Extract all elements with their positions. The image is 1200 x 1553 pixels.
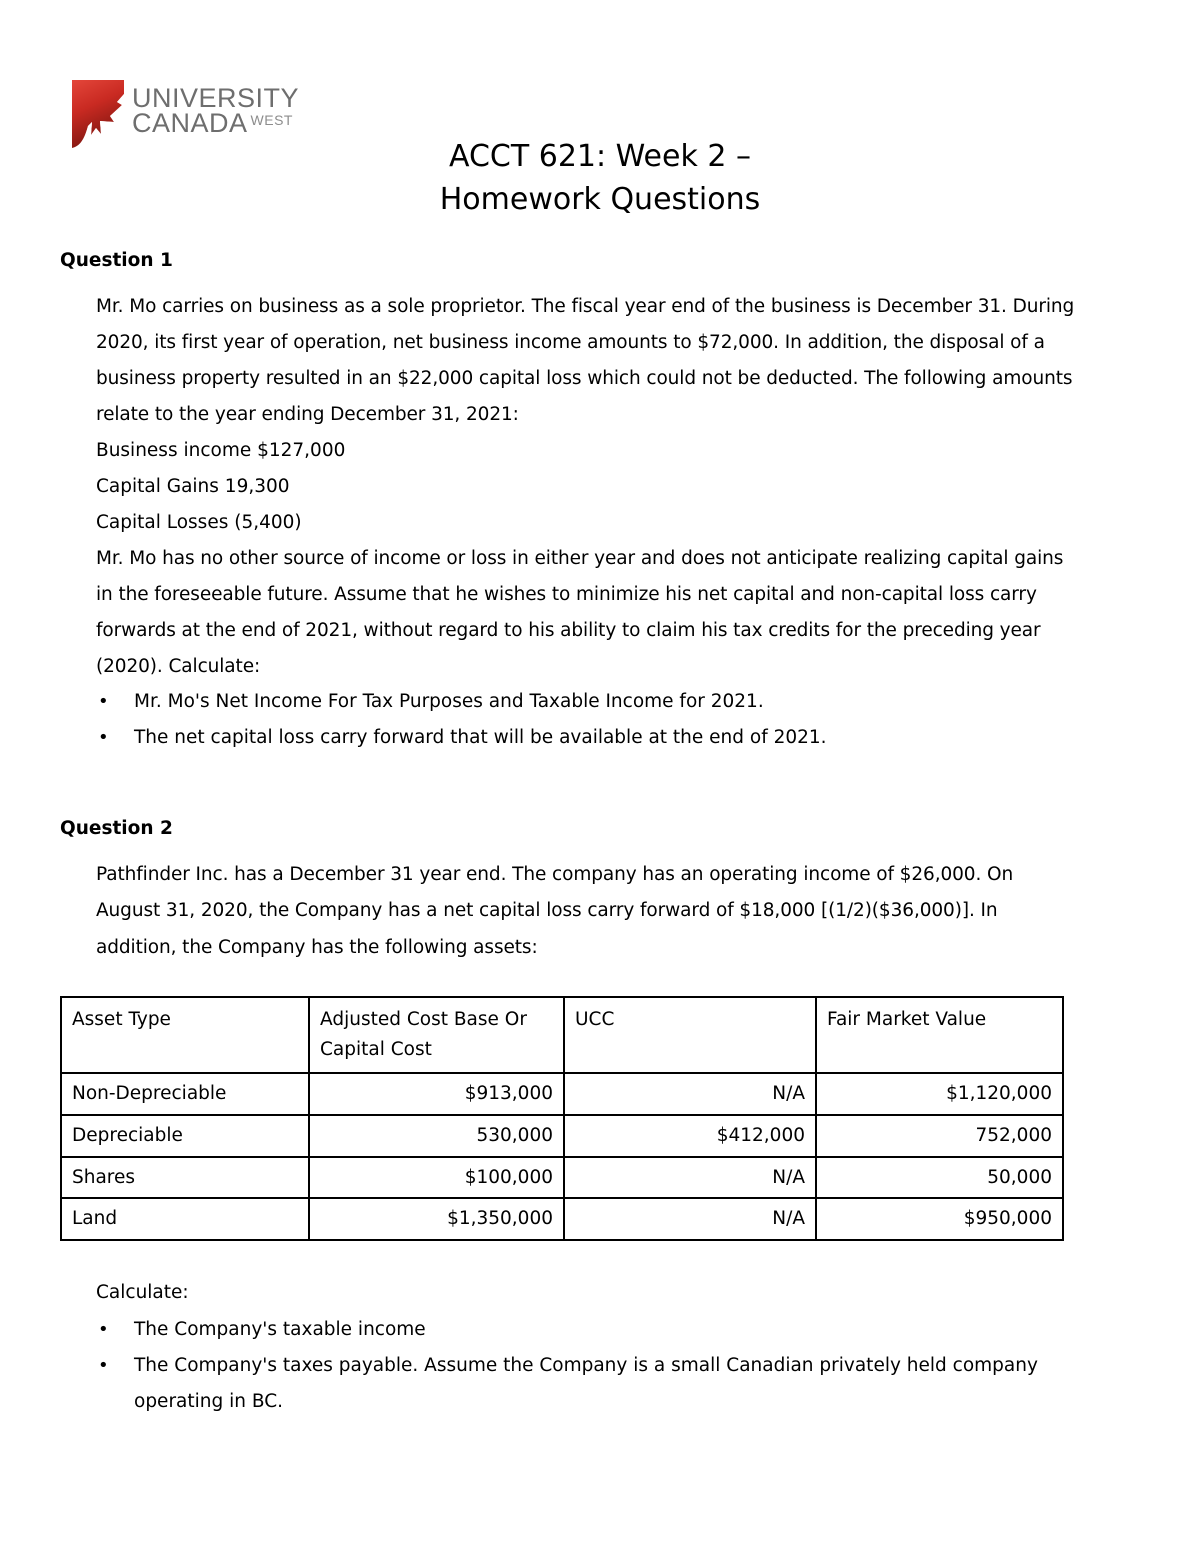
table-row [61, 1198, 1063, 1240]
question-2-calculate-block [0, 1275, 1200, 1419]
question-1-bullet-2-text: The net capital loss carry forward that will be available at the end of 2021. [134, 727, 827, 749]
logo-line-west: WEST [250, 111, 293, 128]
section-spacer [0, 756, 1200, 818]
logo-line-university: UNIVERSITY [132, 83, 300, 113]
table-row [61, 1115, 1063, 1157]
cell-asset-type: Shares [61, 1157, 309, 1199]
bullet-icon: • [98, 691, 109, 713]
page-title [330, 136, 870, 221]
question-1-amount-line-3: Capital Losses (5,400) [96, 512, 302, 534]
question-2-bullet-2-text: The Company's taxes payable. Assume the Company is a small Canadian privately held company operating in BC. [134, 1354, 1038, 1412]
question-1-bullet-list [96, 684, 1200, 756]
question-1-bullet-1-text: Mr. Mo's Net Income For Tax Purposes and Taxable Income for 2021. [134, 691, 764, 713]
cell-fmv: $1,120,000 [816, 1073, 1063, 1115]
document-body [0, 250, 1200, 1420]
table-row [61, 1157, 1063, 1199]
column-header-ucc: UCC [564, 997, 816, 1073]
cell-asset-type: Land [61, 1198, 309, 1240]
cell-acb: $913,000 [309, 1073, 564, 1115]
cell-asset-type: Non-Depreciable [61, 1073, 309, 1115]
shield-maple-leaf-icon [70, 78, 126, 150]
document-header [0, 0, 1200, 250]
assets-table [60, 996, 1064, 1242]
cell-asset-type: Depreciable [61, 1115, 309, 1157]
title-line-2: Homework Questions [439, 181, 761, 217]
bullet-icon: • [98, 1318, 109, 1340]
cell-acb: $100,000 [309, 1157, 564, 1199]
table-header-row [61, 997, 1063, 1073]
bullet-icon: • [98, 1354, 109, 1376]
list-item [96, 720, 1070, 756]
column-header-asset-type: Asset Type [61, 997, 309, 1073]
question-2-paragraph-1: Pathfinder Inc. has a December 31 year end. The company has an operating income of $26,000. On August 31, 2020, the Company has a net capital loss carry forward of $18,000 [(1/2)($36,000)]. In addition, the Company has the following assets: [96, 864, 1014, 958]
question-1-amount-line-2: Capital Gains 19,300 [96, 476, 290, 498]
question-1-paragraph-2: Mr. Mo has no other source of income or loss in either year and does not anticipate realizing capital gains in the foreseeable future. Assume that he wishes to minimize his net capital and non-capital loss carry forwards at the end of 2021, without regard to his ability to claim his tax credits for the preceding year (2020). Calculate: [96, 548, 1064, 677]
question-2-heading: Question 2 [60, 818, 173, 840]
logo-line-canada: CANADA $^{WEST}$ [132, 107, 293, 138]
cell-fmv: 752,000 [816, 1115, 1063, 1157]
list-item [96, 1348, 1070, 1420]
cell-ucc: N/A [564, 1157, 816, 1199]
cell-fmv: 50,000 [816, 1157, 1063, 1199]
table-row [61, 1073, 1063, 1115]
cell-acb: $1,350,000 [309, 1198, 564, 1240]
column-header-fair-market-value: Fair Market Value [816, 997, 1063, 1073]
university-canada-west-logo [70, 78, 299, 150]
question-1-heading: Question 1 [60, 250, 173, 271]
cell-ucc: N/A [564, 1073, 816, 1115]
question-2-bullet-list [96, 1312, 1200, 1420]
column-header-adjusted-cost-base: Adjusted Cost Base Or Capital Cost [309, 997, 564, 1073]
cell-fmv: $950,000 [816, 1198, 1063, 1240]
question-2-bullet-1-text: The Company's taxable income [134, 1318, 426, 1340]
logo-wordmark [132, 83, 300, 138]
title-line-1: ACCT 621: Week 2 – [448, 139, 751, 174]
cell-ucc: N/A [564, 1198, 816, 1240]
list-item [96, 684, 1070, 720]
assets-table-body [61, 1073, 1063, 1241]
bullet-icon: • [98, 727, 109, 749]
list-item [96, 1312, 1070, 1348]
cell-acb: 530,000 [309, 1115, 564, 1157]
calculate-label: Calculate: [96, 1282, 189, 1304]
question-1-amount-line-1: Business income $127,000 [96, 440, 346, 462]
cell-ucc: $412,000 [564, 1115, 816, 1157]
question-1-paragraph-1: Mr. Mo carries on business as a sole proprietor. The fiscal year end of the business is December 31. During 2020, its first year of operation, net business income amounts to $72,000. In addition, the disposal of a business property resulted in an $22,000 capital loss which could not be deducted. The following amounts relate to the year ending December 31, 2021: [96, 296, 1075, 426]
assets-table-head [61, 997, 1063, 1073]
